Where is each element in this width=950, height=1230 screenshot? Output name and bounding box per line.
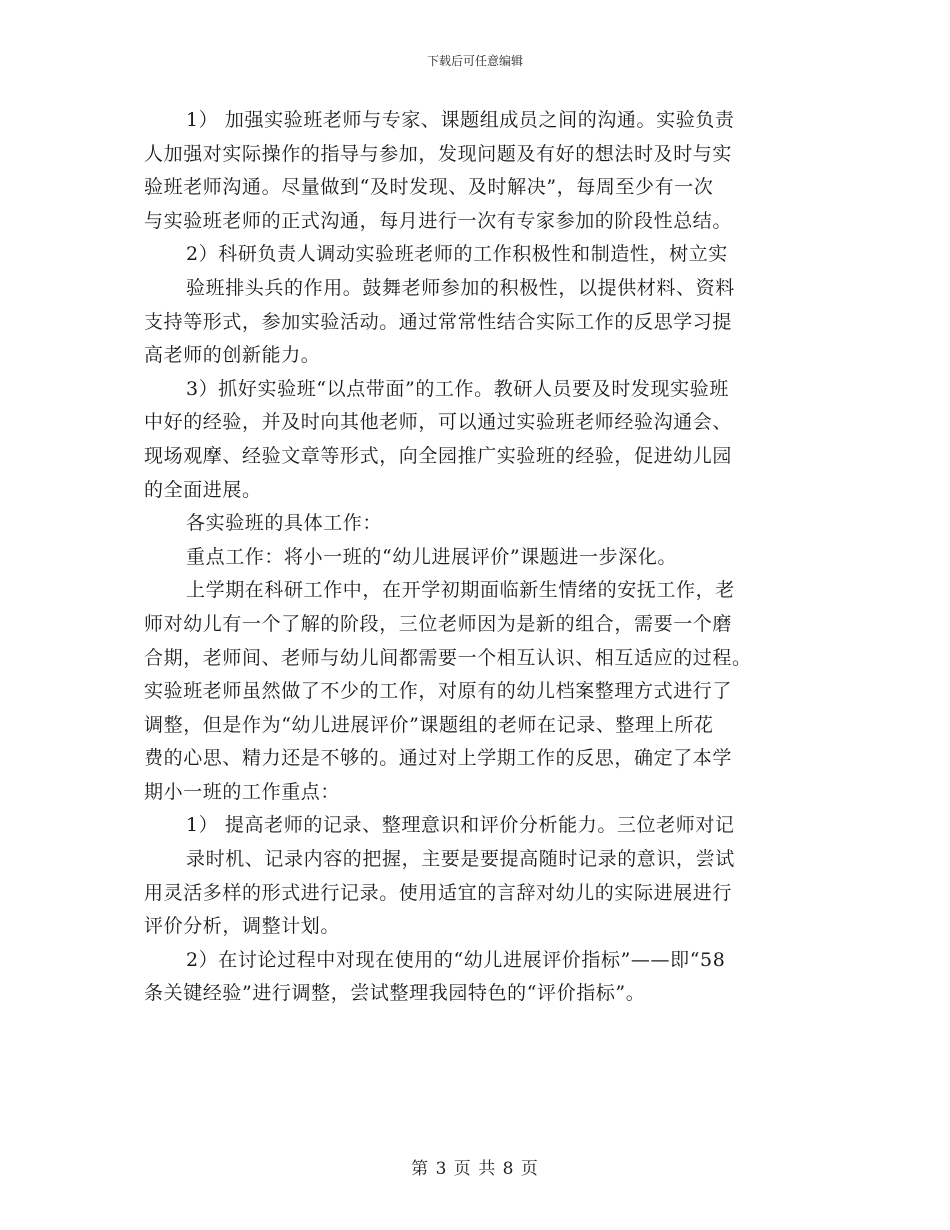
text-line: 1） 提高老师的记录、整理意识和评价分析能力。三位老师对记 bbox=[186, 814, 735, 837]
text-line: 2）科研负责人调动实验班老师的工作积极性和制造性，树立实 bbox=[186, 243, 728, 266]
text-line: 支持等形式，参加实验活动。通过常常性结合实际工作的反思学习提 bbox=[144, 310, 733, 333]
text-line: 条关键经验”进行调整，尝试整理我园特色的“评价指标”。 bbox=[144, 982, 646, 1005]
text-line: 上学期在科研工作中，在开学初期面临新生情绪的安抚工作，老 bbox=[186, 579, 735, 602]
page-footer: 第 3 页 共 8 页 bbox=[411, 1159, 539, 1179]
text-line: 师对幼儿有一个了解的阶段，三位老师因为是新的组合，需要一个磨 bbox=[144, 612, 733, 635]
text-line: 3）抓好实验班“以点带面”的工作。教研人员要及时发现实验班 bbox=[186, 377, 729, 400]
text-line: 重点工作：将小一班的“幼儿进展评价”课题进一步深化。 bbox=[186, 545, 678, 568]
text-line: 现场观摩、经验文章等形式，向全园推广实验班的经验，促进幼儿园 bbox=[144, 444, 733, 467]
text-line: 录时机、记录内容的把握，主要是要提高随时记录的意识，尝试 bbox=[186, 848, 735, 871]
text-line: 高老师的创新能力。 bbox=[144, 344, 321, 367]
text-line: 1） 加强实验班老师与专家、课题组成员之间的沟通。实验负责 bbox=[186, 109, 735, 131]
text-line: 调整，但是作为“幼儿进展评价”课题组的老师在记录、整理上所花 bbox=[144, 713, 714, 736]
text-line: 人加强对实际操作的指导与参加，发现问题及有好的想法时及时与实 bbox=[144, 142, 733, 165]
text-line: 合期，老师间、老师与幼儿间都需要一个相互认识、相互适应的过程。 bbox=[144, 646, 752, 669]
text-line: 实验班老师虽然做了不少的工作，对原有的幼儿档案整理方式进行了 bbox=[144, 680, 733, 703]
text-line: 用灵活多样的形式进行记录。使用适宜的言辞对幼儿的实际进展进行 bbox=[144, 881, 733, 904]
text-line: 评价分析，调整计划。 bbox=[144, 915, 341, 938]
text-line: 中好的经验，并及时向其他老师，可以通过实验班老师经验沟通会、 bbox=[144, 411, 733, 434]
text-line: 的全面进展。 bbox=[144, 478, 262, 501]
text-line: 与实验班老师的正式沟通，每月进行一次有专家参加的阶段性总结。 bbox=[144, 209, 733, 232]
document-body bbox=[144, 104, 808, 1011]
text-line: 费的心思、精力还是不够的。通过对上学期工作的反思，确定了本学 bbox=[144, 747, 733, 770]
text-line: 验班老师沟通。尽量做到“及时发现、及时解决”，每周至少有一次 bbox=[144, 176, 714, 199]
text-line: 2）在讨论过程中对现在使用的“幼儿进展评价指标”——即“58 bbox=[186, 948, 726, 971]
page-header: 下载后可任意编辑 bbox=[426, 54, 523, 68]
text-line: 各实验班的具体工作： bbox=[186, 512, 383, 535]
text-line: 验班排头兵的作用。鼓舞老师参加的积极性，以提供材料、资料 bbox=[186, 276, 735, 299]
text-line: 期小一班的工作重点： bbox=[144, 780, 341, 803]
